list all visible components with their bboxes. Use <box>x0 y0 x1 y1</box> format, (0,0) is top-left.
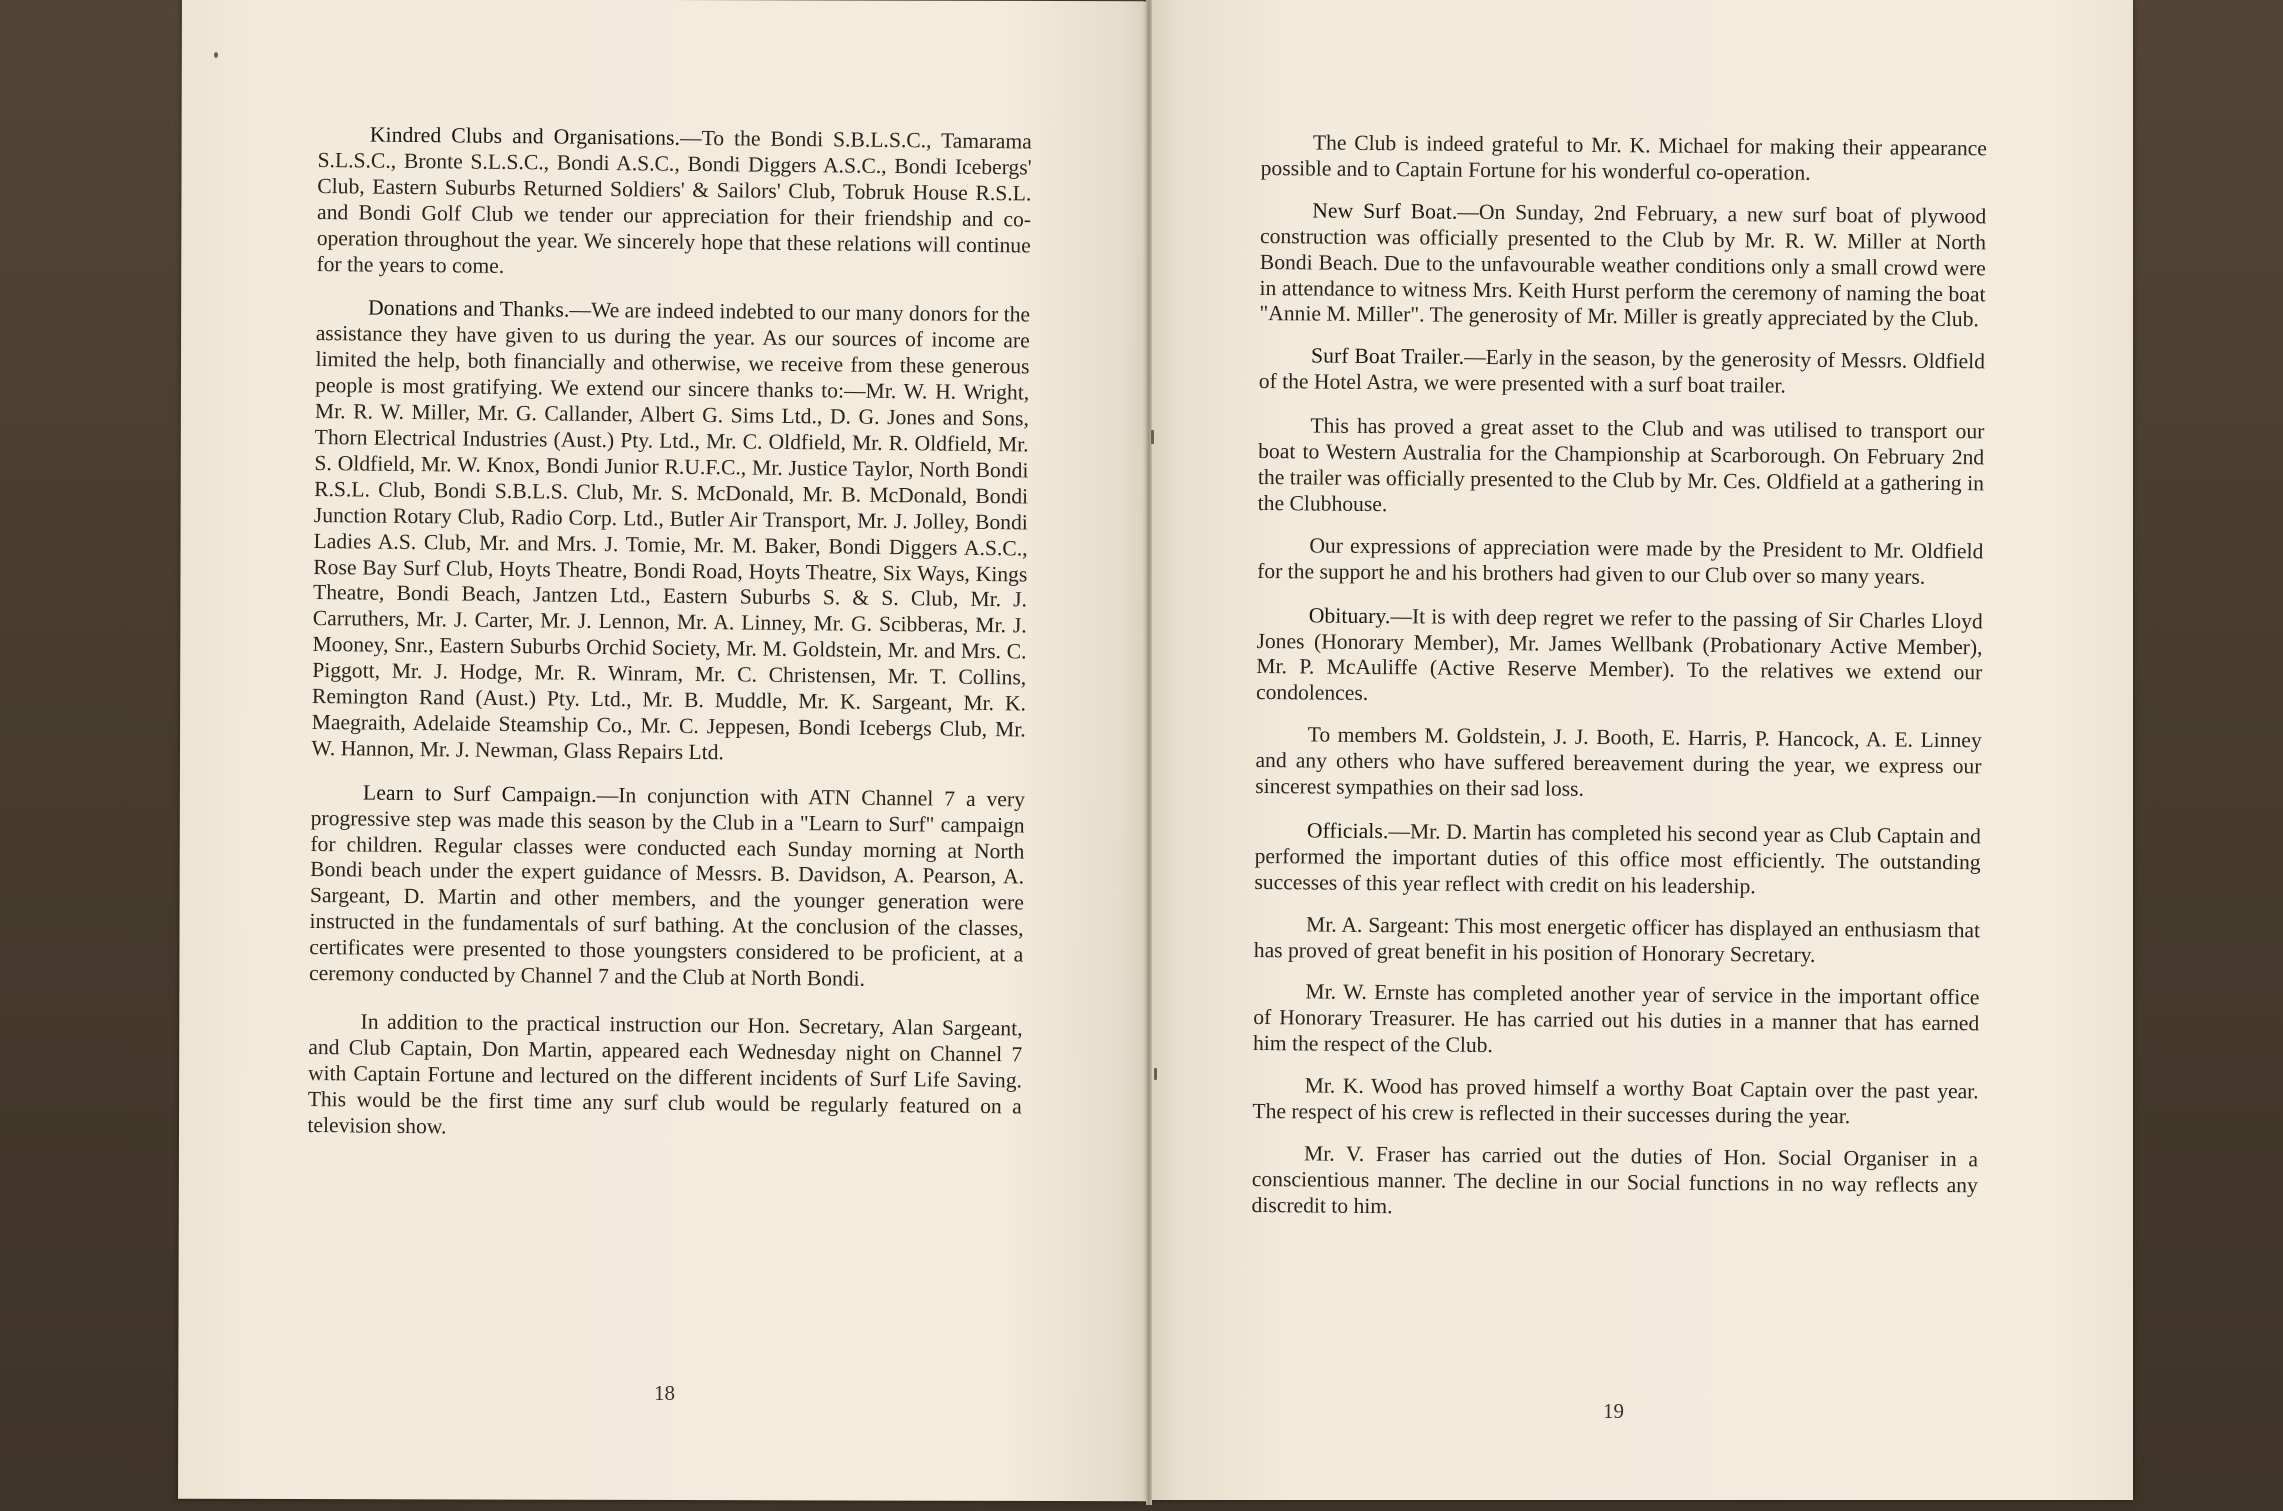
paragraph-text: —Mr. D. Martin has completed his second year as Club Captain and performed the important duties of this office most efficiently. The outstanding successes of this year reflect with credit on his leadership. <box>1254 819 1981 899</box>
left-page-text <box>307 122 1032 1164</box>
paragraph-text: Our expressions of appreciation were made by the President to Mr. Oldfield for the support he and his brothers had given to our Club over so many years. <box>1257 533 1984 589</box>
paper-speck <box>1151 430 1154 444</box>
paragraph-text: —On Sunday, 2nd February, a new surf boat of plywood construction was officially presented to the Club by Mr. R. W. Miller at North Bondi Beach. Due to the unfavourable weather conditions only a small crowd were in attendance to witness Mrs. Keith Hurst perform the ceremony of naming the boat "Annie M. Miller". The generosity of Mr. Miller is greatly appreciated by the Club. <box>1259 199 1987 332</box>
page-number-left: 18 <box>654 1381 675 1405</box>
book-gutter <box>1146 0 1152 1505</box>
paragraph-text: To members M. Goldstein, J. J. Booth, E. Harris, P. Hancock, A. E. Linney and any others who have suffered bereavement during the year, we express our sincerest sympathies on their sad loss. <box>1255 722 1982 801</box>
section-heading: Surf Boat Trailer. <box>1310 343 1465 370</box>
section-heading: Officials. <box>1306 818 1389 844</box>
paper-speck <box>214 52 218 58</box>
paragraph-appreciation-oldfield <box>1257 533 1983 591</box>
paragraph-text: Mr. W. Ernste has completed another year of service in the important office of Honorary Treasurer. He has carried out his duties in a manner that has earned him the respect of the Club. <box>1252 979 1980 1058</box>
paragraph-text: In addition to the practical instruction our Hon. Secretary, Alan Sargeant, and Club Captain, Don Martin, appeared each Wednesday night on Channel 7 with Captain Fortune and lectured on the different incidents of Surf Life Saving. This would be the first time any surf club would be regularly featured on a television show. <box>307 1009 1023 1139</box>
paragraph-text: Mr. K. Wood has proved himself a worthy Boat Captain over the past year. The respect of his crew is reflected in their successes during the year. <box>1252 1073 1979 1129</box>
paragraph-officials <box>1254 818 1981 902</box>
paragraph-text: —To the Bondi S.B.L.S.C., Tamarama S.L.S.C., Bronte S.L.S.C., Bondi A.S.C., Bondi Diggers A.S.C., Bondi Icebergs' Club, Eastern Suburbs Returned Soldiers' & Sailors' Club, Tobruk House R.S.L. and Bondi Golf Club we tender our appreciation for their friendship and co-operation throughout the year. We sincerely hope that these relations will continue for the years to come. <box>316 125 1032 278</box>
section-heading: New Surf Boat. <box>1312 198 1458 224</box>
paragraph-surf-boat-trailer <box>1259 343 1985 401</box>
paragraph-text: —In conjunction with ATN Channel 7 a very progressive step was made this season by the Club in a "Learn to Surf" campaign for children. Regular classes were conducted each Sunday morning at North Bondi beach under the expert guidance of Messrs. B. Davidson, A. Pearson, A. Sargeant, D. Martin and other members, and the younger generation were instructed in the fundamentals of surf bathing. At the conclusion of the classes, certificates were presented to those youngsters considered to be proficient, at a ceremony conducted by Channel 7 and the Club at North Bondi. <box>308 782 1026 991</box>
paper-speck <box>1154 1068 1157 1080</box>
paragraph-fraser <box>1251 1141 1978 1225</box>
paragraph-learn-to-surf <box>309 780 1025 995</box>
section-heading: Learn to Surf Campaign. <box>362 780 597 807</box>
right-page-text <box>1251 130 1987 1241</box>
paragraph-text: The Club is indeed grateful to Mr. K. Michael for making their appearance possible and to Captain Fortune for his wonderful co-operation. <box>1260 130 1987 185</box>
paragraph-obituary <box>1256 603 1983 713</box>
paragraph-text: Mr. V. Fraser has carried out the duties of Hon. Social Organiser in a conscientious manner. The decline in our Social functions in no way reflects any discredit to him. <box>1251 1141 1979 1219</box>
paragraph-kindred-clubs <box>316 122 1032 285</box>
paragraph-new-surf-boat <box>1259 198 1986 334</box>
paragraph-bereavement <box>1255 722 1982 806</box>
paragraph-text: —It is with deep regret we refer to the passing of Sir Charles Lloyd Jones (Honorary Member), Mr. James Wellbank (Probationary Active Member), Mr. P. McAuliffe (Active Reserve Member). To the relatives we extend our condolences. <box>1255 603 1983 706</box>
paragraph-text: —Early in the season, by the generosity of Messrs. Oldfield of the Hotel Astra, we were presented with a surf boat trailer. <box>1258 345 1986 398</box>
page-number-right: 19 <box>1603 1399 1624 1423</box>
paragraph-trailer-asset <box>1258 413 1985 523</box>
paragraph-ernste <box>1253 979 1980 1063</box>
paragraph-donations <box>311 295 1030 769</box>
paragraph-thanks-michael <box>1261 130 1987 188</box>
paragraph-text: —We are indeed indebted to our many donors for the assistance they have given to us during the year. As our sources of income are limited the help, both financially and otherwise, we receive from these generous people is most gratifying. We extend our sincere thanks to:—Mr. W. H. Wright, Mr. R. W. Miller, Mr. G. Callander, Albert G. Sims Ltd., D. G. Jones and Sons, Thorn Electrical Industries (Aust.) Pty. Ltd., Mr. C. Oldfield, Mr. R. Oldfield, Mr. S. Oldfield, Mr. W. Knox, Bondi Junior R.U.F.C., Mr. Justice Taylor, North Bondi R.S.L. Club, Bondi S.B.L.S. Club, Mr. S. McDonald, Mr. B. McDonald, Bondi Junction Rotary Club, Radio Corp. Ltd., Butler Air Transport, Mr. J. Jolley, Bondi Ladies A.S. Club, Mr. and Mrs. J. Tomie, Mr. M. Baker, Bondi Diggers A.S.C., Rose Bay Surf Club, Hoyts Theatre, Bondi Road, Hoyts Theatre, Six Ways, Kings Theatre, Bondi Beach, Jantzen Ltd., Eastern Suburbs S. & S. Club, Mr. J. Carruthers, Mr. J. Carter, Mr. J. Lennon, Mr. A. Linney, Mr. G. Scibberas, Mr. J. Mooney, Snr., Eastern Suburbs Orchid Society, Mr. M. Goldstein, Mr. and Mrs. C. Piggott, Mr. J. Hodge, Mr. R. Winram, Mr. C. Christensen, Mr. T. Collins, Remington Rand (Aust.) Pty. Ltd., Mr. B. Muddle, Mr. K. Sargeant, Mr. K. Maegraith, Adelaide Steamship Co., Mr. C. Jeppesen, Bondi Icebergs Club, Mr. W. Hannon, Mr. J. Newman, Glass Repairs Ltd. <box>311 298 1031 765</box>
section-heading: Kindred Clubs and Organisations. <box>369 122 681 150</box>
paragraph-television <box>307 1009 1022 1146</box>
paragraph-text: This has proved a great asset to the Club and was utilised to transport our boat to Western Australia for the Championship at Scarborough. On February 2nd the trailer was officially presented to the Club by Mr. Ces. Oldfield at a gathering in the Clubhouse. <box>1257 413 1985 516</box>
section-heading: Donations and Thanks. <box>367 295 570 323</box>
paragraph-wood <box>1252 1073 1978 1131</box>
paragraph-text: Mr. A. Sargeant: This most energetic officer has displayed an enthusiasm that has proved of great benefit in his position of Honorary Secretary. <box>1253 912 1981 967</box>
section-heading: Obituary. <box>1308 603 1391 628</box>
paragraph-sargeant <box>1254 912 1980 970</box>
